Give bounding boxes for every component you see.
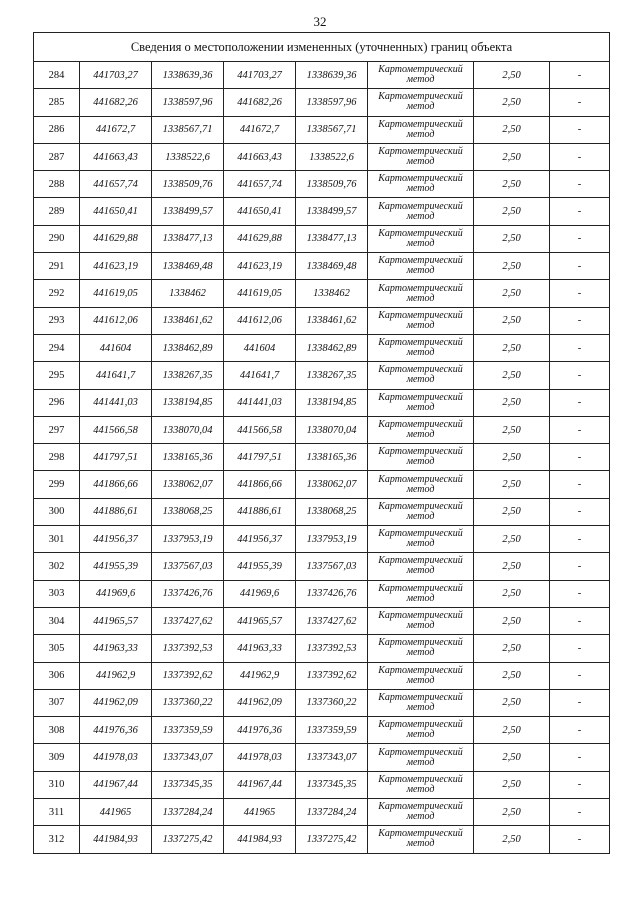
method-cell: Картометрический метод xyxy=(368,334,474,361)
refined-y-cell: 1338597,96 xyxy=(296,89,368,116)
point-number-cell: 310 xyxy=(34,771,80,798)
page-number: 32 xyxy=(313,14,327,29)
existing-y-cell: 1338165,36 xyxy=(152,444,224,471)
table-row xyxy=(34,225,610,252)
existing-y-cell: 1337275,42 xyxy=(152,826,224,853)
point-number-cell: 300 xyxy=(34,498,80,525)
refined-y-cell: 1337953,19 xyxy=(296,526,368,553)
precision-cell: 2,50 xyxy=(474,498,550,525)
precision-cell: 2,50 xyxy=(474,553,550,580)
point-number-cell: 307 xyxy=(34,689,80,716)
note-cell: - xyxy=(550,799,610,826)
table-title: Сведения о местоположении измененных (уточненных) границ объекта xyxy=(34,33,610,62)
note-cell: - xyxy=(550,526,610,553)
refined-x-cell: 441886,61 xyxy=(224,498,296,525)
refined-y-cell: 1338462,89 xyxy=(296,334,368,361)
point-number-cell: 296 xyxy=(34,389,80,416)
method-cell: Картометрический метод xyxy=(368,143,474,170)
precision-cell: 2,50 xyxy=(474,689,550,716)
existing-x-cell: 441965,57 xyxy=(80,607,152,634)
existing-x-cell: 441866,66 xyxy=(80,471,152,498)
note-cell: - xyxy=(550,280,610,307)
table-row xyxy=(34,635,610,662)
existing-x-cell: 441703,27 xyxy=(80,62,152,89)
existing-x-cell: 441967,44 xyxy=(80,771,152,798)
method-cell: Картометрический метод xyxy=(368,253,474,280)
refined-y-cell: 1337426,76 xyxy=(296,580,368,607)
point-number-cell: 301 xyxy=(34,526,80,553)
refined-x-cell: 441629,88 xyxy=(224,225,296,252)
refined-y-cell: 1337567,03 xyxy=(296,553,368,580)
refined-x-cell: 441641,7 xyxy=(224,362,296,389)
refined-y-cell: 1338068,25 xyxy=(296,498,368,525)
precision-cell: 2,50 xyxy=(474,280,550,307)
table-row xyxy=(34,826,610,853)
existing-x-cell: 441641,7 xyxy=(80,362,152,389)
refined-x-cell: 441672,7 xyxy=(224,116,296,143)
existing-x-cell: 441984,93 xyxy=(80,826,152,853)
precision-cell: 2,50 xyxy=(474,171,550,198)
refined-x-cell: 441441,03 xyxy=(224,389,296,416)
table-row xyxy=(34,89,610,116)
refined-y-cell: 1338522,6 xyxy=(296,143,368,170)
table-row xyxy=(34,607,610,634)
table-title-row xyxy=(34,33,610,62)
point-number-cell: 293 xyxy=(34,307,80,334)
note-cell: - xyxy=(550,444,610,471)
refined-y-cell: 1338267,35 xyxy=(296,362,368,389)
refined-x-cell: 441969,6 xyxy=(224,580,296,607)
point-number-cell: 312 xyxy=(34,826,80,853)
note-cell: - xyxy=(550,307,610,334)
method-cell: Картометрический метод xyxy=(368,526,474,553)
existing-x-cell: 441441,03 xyxy=(80,389,152,416)
existing-y-cell: 1338522,6 xyxy=(152,143,224,170)
method-cell: Картометрический метод xyxy=(368,607,474,634)
note-cell: - xyxy=(550,662,610,689)
refined-x-cell: 441650,41 xyxy=(224,198,296,225)
refined-x-cell: 441663,43 xyxy=(224,143,296,170)
existing-y-cell: 1337392,53 xyxy=(152,635,224,662)
precision-cell: 2,50 xyxy=(474,253,550,280)
method-cell: Картометрический метод xyxy=(368,362,474,389)
precision-cell: 2,50 xyxy=(474,526,550,553)
existing-x-cell: 441623,19 xyxy=(80,253,152,280)
existing-y-cell: 1338068,25 xyxy=(152,498,224,525)
method-cell: Картометрический метод xyxy=(368,198,474,225)
method-cell: Картометрический метод xyxy=(368,826,474,853)
existing-y-cell: 1337567,03 xyxy=(152,553,224,580)
refined-x-cell: 441965 xyxy=(224,799,296,826)
existing-x-cell: 441650,41 xyxy=(80,198,152,225)
precision-cell: 2,50 xyxy=(474,116,550,143)
point-number-cell: 298 xyxy=(34,444,80,471)
existing-y-cell: 1337360,22 xyxy=(152,689,224,716)
point-number-cell: 286 xyxy=(34,116,80,143)
existing-x-cell: 441566,58 xyxy=(80,416,152,443)
existing-y-cell: 1338567,71 xyxy=(152,116,224,143)
method-cell: Картометрический метод xyxy=(368,171,474,198)
refined-x-cell: 441965,57 xyxy=(224,607,296,634)
table-row xyxy=(34,389,610,416)
refined-x-cell: 441956,37 xyxy=(224,526,296,553)
note-cell: - xyxy=(550,253,610,280)
note-cell: - xyxy=(550,471,610,498)
existing-y-cell: 1338194,85 xyxy=(152,389,224,416)
refined-y-cell: 1337359,59 xyxy=(296,717,368,744)
precision-cell: 2,50 xyxy=(474,662,550,689)
refined-y-cell: 1337284,24 xyxy=(296,799,368,826)
existing-x-cell: 441629,88 xyxy=(80,225,152,252)
point-number-cell: 287 xyxy=(34,143,80,170)
note-cell: - xyxy=(550,143,610,170)
table-row xyxy=(34,198,610,225)
table-row xyxy=(34,444,610,471)
point-number-cell: 297 xyxy=(34,416,80,443)
precision-cell: 2,50 xyxy=(474,799,550,826)
existing-y-cell: 1338597,96 xyxy=(152,89,224,116)
refined-x-cell: 441623,19 xyxy=(224,253,296,280)
refined-y-cell: 1338469,48 xyxy=(296,253,368,280)
note-cell: - xyxy=(550,362,610,389)
note-cell: - xyxy=(550,389,610,416)
existing-y-cell: 1338469,48 xyxy=(152,253,224,280)
refined-y-cell: 1337427,62 xyxy=(296,607,368,634)
refined-y-cell: 1338499,57 xyxy=(296,198,368,225)
existing-y-cell: 1337427,62 xyxy=(152,607,224,634)
table-row xyxy=(34,171,610,198)
point-number-cell: 306 xyxy=(34,662,80,689)
existing-x-cell: 441963,33 xyxy=(80,635,152,662)
table-row xyxy=(34,580,610,607)
existing-x-cell: 441797,51 xyxy=(80,444,152,471)
table-row xyxy=(34,553,610,580)
existing-y-cell: 1338462,89 xyxy=(152,334,224,361)
table-row xyxy=(34,526,610,553)
precision-cell: 2,50 xyxy=(474,471,550,498)
refined-x-cell: 441866,66 xyxy=(224,471,296,498)
existing-y-cell: 1338267,35 xyxy=(152,362,224,389)
existing-x-cell: 441619,05 xyxy=(80,280,152,307)
precision-cell: 2,50 xyxy=(474,416,550,443)
table-row xyxy=(34,116,610,143)
note-cell: - xyxy=(550,607,610,634)
refined-x-cell: 441963,33 xyxy=(224,635,296,662)
refined-x-cell: 441703,27 xyxy=(224,62,296,89)
refined-y-cell: 1338461,62 xyxy=(296,307,368,334)
method-cell: Картометрический метод xyxy=(368,662,474,689)
refined-x-cell: 441657,74 xyxy=(224,171,296,198)
existing-y-cell: 1338462 xyxy=(152,280,224,307)
point-number-cell: 302 xyxy=(34,553,80,580)
refined-x-cell: 441566,58 xyxy=(224,416,296,443)
method-cell: Картометрический метод xyxy=(368,471,474,498)
point-number-cell: 289 xyxy=(34,198,80,225)
method-cell: Картометрический метод xyxy=(368,553,474,580)
refined-y-cell: 1338194,85 xyxy=(296,389,368,416)
method-cell: Картометрический метод xyxy=(368,389,474,416)
note-cell: - xyxy=(550,198,610,225)
table-row xyxy=(34,416,610,443)
note-cell: - xyxy=(550,225,610,252)
note-cell: - xyxy=(550,171,610,198)
existing-y-cell: 1338499,57 xyxy=(152,198,224,225)
note-cell: - xyxy=(550,717,610,744)
precision-cell: 2,50 xyxy=(474,607,550,634)
existing-y-cell: 1337284,24 xyxy=(152,799,224,826)
method-cell: Картометрический метод xyxy=(368,717,474,744)
note-cell: - xyxy=(550,553,610,580)
refined-x-cell: 441967,44 xyxy=(224,771,296,798)
note-cell: - xyxy=(550,580,610,607)
table-row xyxy=(34,662,610,689)
existing-x-cell: 441978,03 xyxy=(80,744,152,771)
refined-y-cell: 1337343,07 xyxy=(296,744,368,771)
refined-y-cell: 1338062,07 xyxy=(296,471,368,498)
method-cell: Картометрический метод xyxy=(368,89,474,116)
point-number-cell: 311 xyxy=(34,799,80,826)
precision-cell: 2,50 xyxy=(474,362,550,389)
note-cell: - xyxy=(550,826,610,853)
refined-y-cell: 1338509,76 xyxy=(296,171,368,198)
refined-y-cell: 1337275,42 xyxy=(296,826,368,853)
point-number-cell: 308 xyxy=(34,717,80,744)
note-cell: - xyxy=(550,771,610,798)
refined-y-cell: 1337392,62 xyxy=(296,662,368,689)
existing-y-cell: 1338461,62 xyxy=(152,307,224,334)
refined-y-cell: 1338070,04 xyxy=(296,416,368,443)
point-number-cell: 299 xyxy=(34,471,80,498)
refined-x-cell: 441612,06 xyxy=(224,307,296,334)
precision-cell: 2,50 xyxy=(474,635,550,662)
precision-cell: 2,50 xyxy=(474,444,550,471)
refined-y-cell: 1338165,36 xyxy=(296,444,368,471)
point-number-cell: 309 xyxy=(34,744,80,771)
refined-y-cell: 1338477,13 xyxy=(296,225,368,252)
existing-y-cell: 1337426,76 xyxy=(152,580,224,607)
method-cell: Картометрический метод xyxy=(368,635,474,662)
precision-cell: 2,50 xyxy=(474,580,550,607)
existing-x-cell: 441682,26 xyxy=(80,89,152,116)
existing-x-cell: 441962,09 xyxy=(80,689,152,716)
existing-x-cell: 441657,74 xyxy=(80,171,152,198)
refined-x-cell: 441619,05 xyxy=(224,280,296,307)
method-cell: Картометрический метод xyxy=(368,689,474,716)
existing-x-cell: 441976,36 xyxy=(80,717,152,744)
table-row xyxy=(34,143,610,170)
point-number-cell: 305 xyxy=(34,635,80,662)
existing-y-cell: 1338509,76 xyxy=(152,171,224,198)
refined-y-cell: 1337392,53 xyxy=(296,635,368,662)
refined-x-cell: 441976,36 xyxy=(224,717,296,744)
table-row xyxy=(34,334,610,361)
point-number-cell: 288 xyxy=(34,171,80,198)
table-row xyxy=(34,799,610,826)
table-row xyxy=(34,744,610,771)
existing-y-cell: 1337359,59 xyxy=(152,717,224,744)
refined-x-cell: 441984,93 xyxy=(224,826,296,853)
note-cell: - xyxy=(550,635,610,662)
precision-cell: 2,50 xyxy=(474,826,550,853)
existing-x-cell: 441965 xyxy=(80,799,152,826)
table-row xyxy=(34,62,610,89)
precision-cell: 2,50 xyxy=(474,198,550,225)
precision-cell: 2,50 xyxy=(474,717,550,744)
point-number-cell: 303 xyxy=(34,580,80,607)
note-cell: - xyxy=(550,498,610,525)
table-row xyxy=(34,717,610,744)
precision-cell: 2,50 xyxy=(474,744,550,771)
method-cell: Картометрический метод xyxy=(368,580,474,607)
table-row xyxy=(34,362,610,389)
method-cell: Картометрический метод xyxy=(368,498,474,525)
point-number-cell: 284 xyxy=(34,62,80,89)
existing-y-cell: 1338639,36 xyxy=(152,62,224,89)
method-cell: Картометрический метод xyxy=(368,225,474,252)
table-row xyxy=(34,280,610,307)
existing-x-cell: 441663,43 xyxy=(80,143,152,170)
refined-x-cell: 441978,03 xyxy=(224,744,296,771)
existing-x-cell: 441672,7 xyxy=(80,116,152,143)
precision-cell: 2,50 xyxy=(474,771,550,798)
existing-x-cell: 441612,06 xyxy=(80,307,152,334)
refined-y-cell: 1338567,71 xyxy=(296,116,368,143)
existing-x-cell: 441886,61 xyxy=(80,498,152,525)
point-number-cell: 304 xyxy=(34,607,80,634)
method-cell: Картометрический метод xyxy=(368,62,474,89)
existing-x-cell: 441962,9 xyxy=(80,662,152,689)
method-cell: Картометрический метод xyxy=(368,116,474,143)
precision-cell: 2,50 xyxy=(474,225,550,252)
refined-y-cell: 1337345,35 xyxy=(296,771,368,798)
method-cell: Картометрический метод xyxy=(368,744,474,771)
note-cell: - xyxy=(550,116,610,143)
refined-x-cell: 441604 xyxy=(224,334,296,361)
refined-y-cell: 1338462 xyxy=(296,280,368,307)
note-cell: - xyxy=(550,416,610,443)
point-number-cell: 292 xyxy=(34,280,80,307)
table-row xyxy=(34,307,610,334)
existing-y-cell: 1338477,13 xyxy=(152,225,224,252)
refined-x-cell: 441797,51 xyxy=(224,444,296,471)
precision-cell: 2,50 xyxy=(474,307,550,334)
method-cell: Картометрический метод xyxy=(368,416,474,443)
table-row xyxy=(34,498,610,525)
existing-y-cell: 1337343,07 xyxy=(152,744,224,771)
existing-y-cell: 1337953,19 xyxy=(152,526,224,553)
refined-x-cell: 441962,09 xyxy=(224,689,296,716)
method-cell: Картометрический метод xyxy=(368,799,474,826)
precision-cell: 2,50 xyxy=(474,62,550,89)
refined-y-cell: 1337360,22 xyxy=(296,689,368,716)
existing-x-cell: 441969,6 xyxy=(80,580,152,607)
existing-x-cell: 441956,37 xyxy=(80,526,152,553)
point-number-cell: 290 xyxy=(34,225,80,252)
boundary-coordinates-table xyxy=(33,32,610,854)
point-number-cell: 295 xyxy=(34,362,80,389)
precision-cell: 2,50 xyxy=(474,89,550,116)
method-cell: Картометрический метод xyxy=(368,771,474,798)
point-number-cell: 294 xyxy=(34,334,80,361)
note-cell: - xyxy=(550,62,610,89)
existing-y-cell: 1337392,62 xyxy=(152,662,224,689)
refined-y-cell: 1338639,36 xyxy=(296,62,368,89)
refined-x-cell: 441955,39 xyxy=(224,553,296,580)
table-row xyxy=(34,689,610,716)
existing-y-cell: 1338070,04 xyxy=(152,416,224,443)
note-cell: - xyxy=(550,334,610,361)
precision-cell: 2,50 xyxy=(474,143,550,170)
precision-cell: 2,50 xyxy=(474,389,550,416)
existing-y-cell: 1337345,35 xyxy=(152,771,224,798)
refined-x-cell: 441682,26 xyxy=(224,89,296,116)
table-row xyxy=(34,253,610,280)
existing-y-cell: 1338062,07 xyxy=(152,471,224,498)
precision-cell: 2,50 xyxy=(474,334,550,361)
point-number-cell: 291 xyxy=(34,253,80,280)
refined-x-cell: 441962,9 xyxy=(224,662,296,689)
note-cell: - xyxy=(550,744,610,771)
table-row xyxy=(34,471,610,498)
note-cell: - xyxy=(550,689,610,716)
method-cell: Картометрический метод xyxy=(368,444,474,471)
method-cell: Картометрический метод xyxy=(368,280,474,307)
method-cell: Картометрический метод xyxy=(368,307,474,334)
existing-x-cell: 441604 xyxy=(80,334,152,361)
point-number-cell: 285 xyxy=(34,89,80,116)
existing-x-cell: 441955,39 xyxy=(80,553,152,580)
note-cell: - xyxy=(550,89,610,116)
table-row xyxy=(34,771,610,798)
